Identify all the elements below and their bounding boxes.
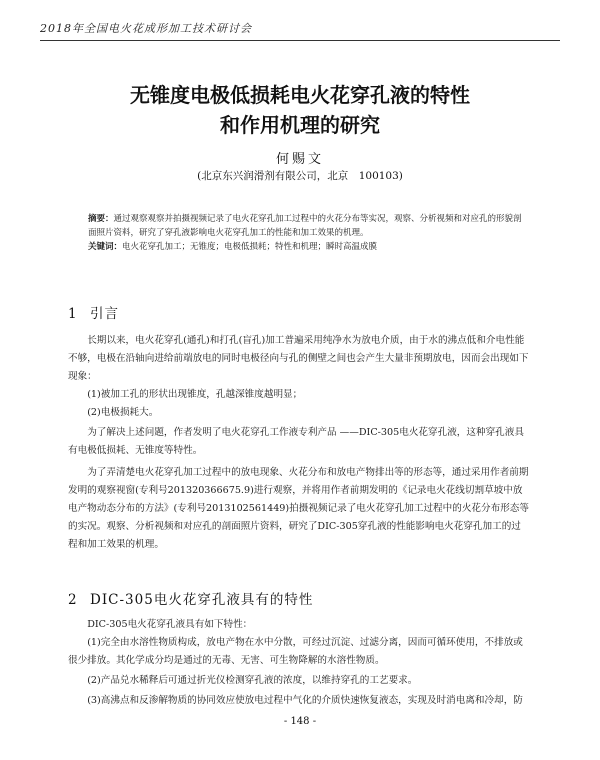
section-1-paragraph-1: 长期以来，电火花穿孔(通孔)和打孔(盲孔)加工普遍采用纯净水为放电介质，由于水的沸点低和介电性能不够，电极在沿轴向进给前端放电的同时电极径向与孔的侧壁之间也会产生大量非预期放电，因而会出现如下现象： xyxy=(68,335,529,382)
section-2-item-1: (1)完全由水溶性物质构成，放电产物在水中分散，可经过沉淀、过滤分离，因而可循环使用，不排放或很少排放。其化学成分均是通过的无毒、无害、可生物降解的水溶性物质。 xyxy=(68,637,523,666)
title-line-1: 无锥度电极低损耗电火花穿孔液的特性 xyxy=(130,83,470,107)
abstract-paragraph xyxy=(88,212,528,240)
section-1-number: 1 xyxy=(68,306,78,322)
section-2-item-3: (3)高沸点和反渗解物质的协同效应使放电过程中气化的介质快速恢复液态，实现及时消电离和冷却，防 xyxy=(87,695,523,706)
author-affiliation: (北京东兴润滑剂有限公司，北京 100103) xyxy=(197,170,403,182)
section-1-item-2: (2)电极损耗大。 xyxy=(87,407,159,418)
section-1-paragraph-2: 为了解决上述问题，作者发明了电火花穿孔工作液专利产品 ——DIC-305电火花穿孔液，这种穿孔液具有电极低损耗、无锥度等特性。 xyxy=(68,427,524,456)
keywords-paragraph xyxy=(88,240,528,254)
section-2-heading xyxy=(68,588,313,608)
section-1-heading xyxy=(68,302,119,322)
abstract-label: 摘要： xyxy=(88,214,114,224)
keywords-label: 关键词： xyxy=(88,242,123,252)
section-2-item-2: (2)产品兑水稀释后可通过折光仪检测穿孔液的浓度，以维持穿孔的工艺要求。 xyxy=(87,675,418,686)
author-name: 何赐文 xyxy=(275,152,324,167)
keywords-text: 电火花穿孔加工；无锥度；电极低损耗；特性和机理；瞬时高温成膜 xyxy=(122,242,378,252)
abstract-text: 通过观察观察并拍摄视频记录了电火花穿孔加工过程中的火花分布等实况，观察、分析视频和对应孔的形貌剖面照片资料，研究了穿孔液影响电火花穿孔加工的性能和加工效果的机理。 xyxy=(88,214,522,238)
page-number: - 148 - xyxy=(283,716,317,727)
title-line-2: 和作用机理的研究 xyxy=(220,113,380,137)
section-2-intro: DIC-305电火花穿孔液具有如下特性： xyxy=(87,619,253,630)
abstract-block xyxy=(88,212,528,254)
running-header: 2018年全国电火花成形加工技术研讨会 xyxy=(40,22,252,35)
section-1-paragraph-3: 为了弄清楚电火花穿孔加工过程中的放电现象、火花分布和放电产物排出等的形态等，通过采用作者前期发明的观察视窗(专利号201320366675.9)进行观察，并将用作者前期发明的《记录电火花线切割草坡中放电产物动态分布的方法》(专利号2013102561449)拍摄视频记录了电火花穿孔加工过程中的火花分布形态等的实况。观察、分析视频和对应孔的剖面照片资料，研究了DIC-305穿孔液的性能影响电火花穿孔加工的过程和加工效果的机理。 xyxy=(68,467,529,550)
section-2-number: 2 xyxy=(68,592,78,608)
paper-title xyxy=(40,80,560,140)
section-2-title: DIC-305电火花穿孔液具有的特性 xyxy=(90,592,314,608)
section-1-title: 引言 xyxy=(90,306,119,322)
header-rule xyxy=(40,40,560,41)
section-1-item-1: (1)被加工孔的形状出现锥度，孔越深锥度越明显； xyxy=(87,389,303,400)
